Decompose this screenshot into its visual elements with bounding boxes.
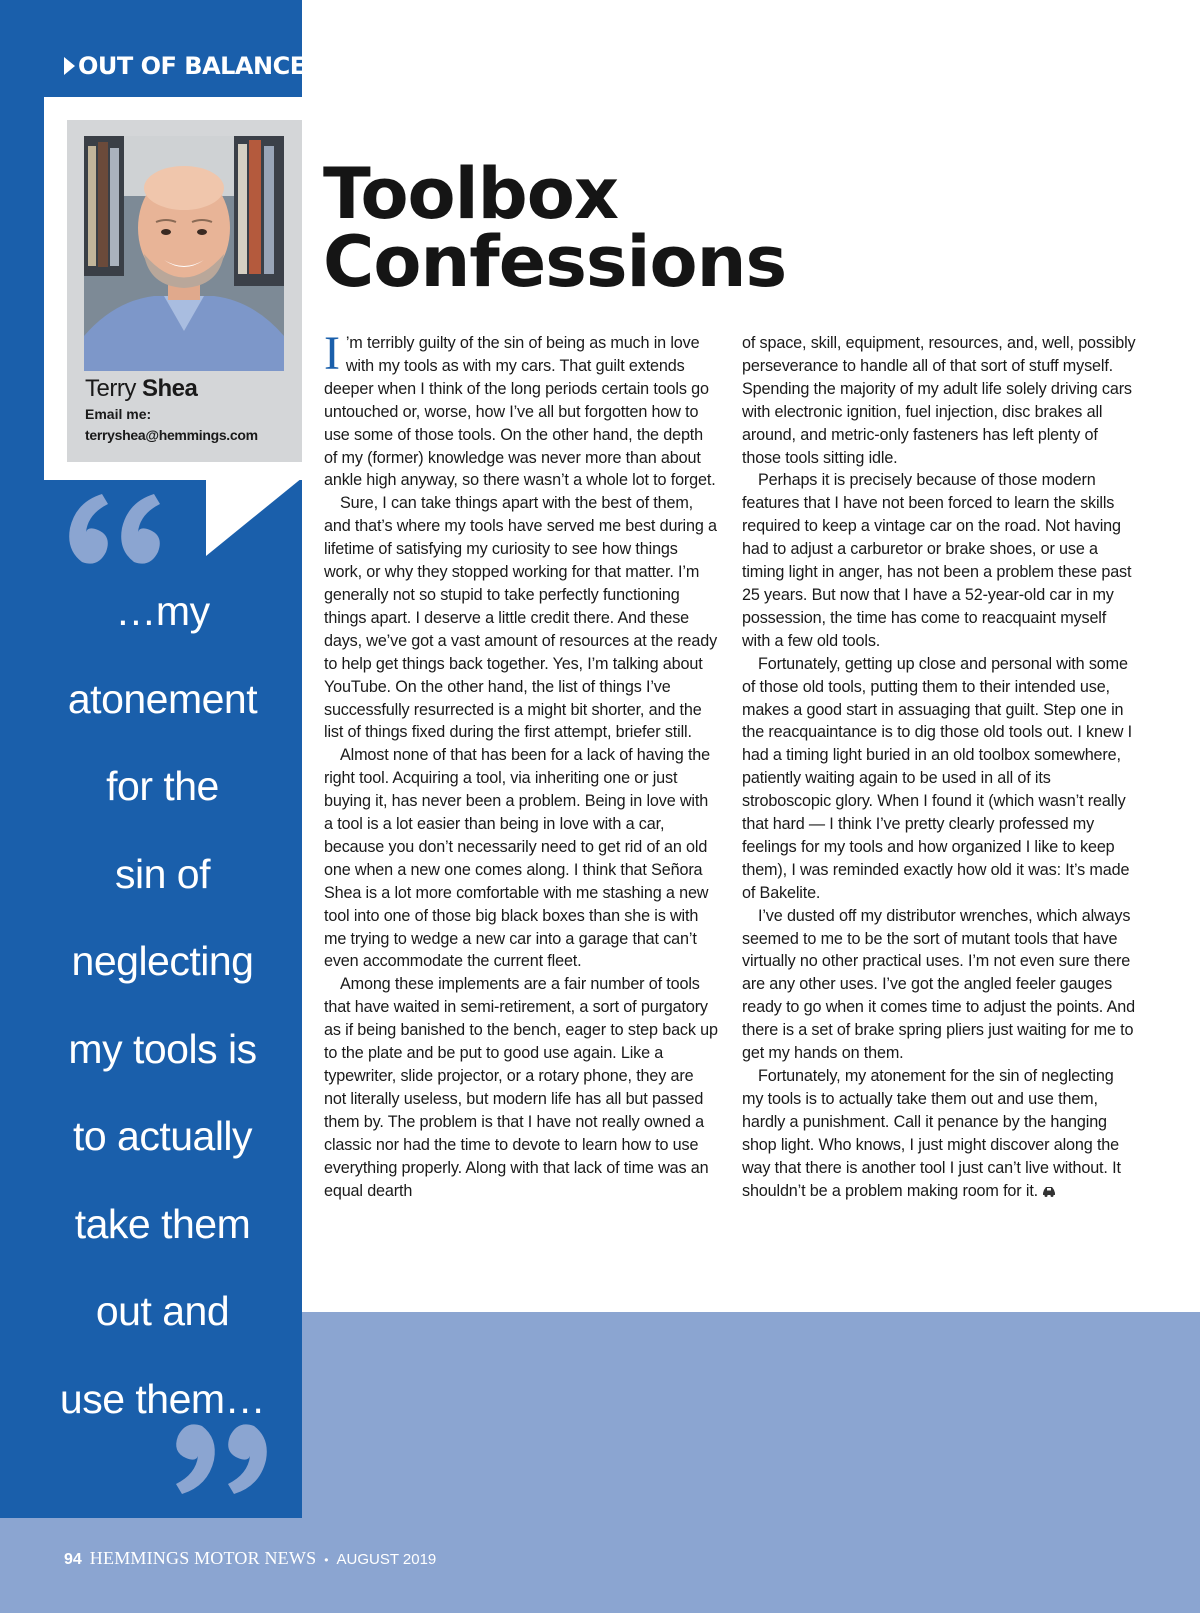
article-paragraph [324,327,719,492]
car-end-mark-icon [1042,1185,1056,1197]
publication-name: HEMMINGS MOTOR NEWS [89,1548,317,1568]
headline-line: Toolbox [323,153,618,235]
page-footer [64,1548,436,1569]
pull-quote [40,568,285,1443]
article-paragraph: Fortunately, getting up close and personal with some of those old tools, putting them to their intended use, makes a good start in assuaging that guilt. Step one in the reacquaintance is to dig those old tools out. I knew I had a timing light buried in an old toolbox somewhere, patiently waiting again to be used in all of its stroboscopic glory. When I found it (which wasn’t really that hard — I think I’ve pretty clearly professed my feelings for my tools and how organized I like to keep them), I was reminded exactly how old it was: It’s made of Bakelite. [742,654,1132,902]
headline [323,153,923,303]
article-paragraph: Almost none of that has been for a lack of having the right tool. Acquiring a tool, via inheriting one or just buying it, has never been a problem. Being in love with a tool is a lot easier than being in love with a car, because you don’t necessarily need to get rid of an old one when a new one comes along. I think that Señora Shea is a lot more comfortable with me stashing a new tool into one of those big black boxes than she is with me trying to wedge a new car into a garage that can’t even accommodate the current fleet. [324,746,710,971]
email-label: Email me: [85,406,152,422]
author-photo [84,136,284,371]
article-paragraph: of space, skill, equipment, resources, and, well, possibly perseverance to handle all of that sort of stuff myself. Spending the majority of my adult life solely driving cars with electronic ignition, fuel injection, disc brakes all around, and metric-only fasteners has left plenty of those tools sitting idle. [742,334,1136,467]
headline-line: Confessions [323,221,787,303]
article-paragraph-text: Fortunately, my atonement for the sin of neglecting my tools is to actually take them out and use them, hardly a punishment. Call it penance by the hanging shop light. Who knows, I just might discover along the way that there is another tool I just can’t live without. It shouldn’t be a problem making room for it. [742,1067,1121,1200]
article-column-right [742,332,1137,1202]
issue-date: AUGUST 2019 [336,1551,437,1568]
article-paragraph: Perhaps it is precisely because of those modern features that I have not been forced to learn the skills required to keep a vintage car on the road. Not having had to adjust a carburetor or brake shoes, or use a timing light in anger, has not been a problem these past 25 years. But now that I have a 52-year-old car in my possession, the time has come to reacquaint myself with a few old tools. [742,471,1132,650]
pull-quote-line: …my [115,588,210,634]
article-paragraph: Sure, I can take things apart with the best of them, and that’s where my tools have served me best during a lifetime of satisfying my curiosity to see how things work, or why they stopped working for that matter. I’m generally not so stupid to take perfectly functioning things apart. I deserve a little credit there. And these days, we’ve got a vast amount of resources at the ready to help get things back together. Yes, I’m talking about YouTube. On the other hand, the list of things I’ve successfully resurrected is a might bit shorter, and the list of things fixed during the first attempt, briefer still. [324,494,718,742]
pull-quote-line: atonement [67,675,258,722]
open-quote-icon [64,488,164,568]
pull-quote-line: neglecting [71,938,254,984]
pull-quote-line: out and [95,1288,230,1334]
section-tag-label: OUT OF BALANCE [78,52,306,80]
pull-quote-line: for the [106,763,219,809]
pull-quote-line: take them [74,1200,251,1247]
article-paragraph: I’ve dusted off my distributor wrenches, which always seemed to me to be the sort of mutant tools that have virtually no other practical uses. I’m not even sure there are any other uses. I’ve got the angled feeler gauges ready to go when it comes time to adjust the points. And there is a set of brake spring pliers just waiting for me to get my hands on them. [742,906,1135,1063]
email-link[interactable]: terryshea@hemmings.com [85,427,258,443]
author-first-name: Terry [85,375,136,402]
article-paragraph-text: ’m terribly guilty of the sin of being as much in love with my tools as with my cars. That guilt extends deeper when I think of the long periods certain tools go untouched or, worse, how I’ve all but forgotten how to use some of those tools. On the other hand, the depth of my (former) knowledge was never more than about ankle high anyway, so there wasn’t a whole lot to forget. [324,334,716,490]
article-paragraph-last [742,1065,1137,1202]
article-paragraph: Among these implements are a fair number of tools that have waited in semi-retirement, a sort of purgatory as if being banished to the bench, eager to step back up to the plate and be put to good use again. Like a typewriter, slide projector, or a rotary phone, they are not literally useless, but modern life has all but passed them by. The problem is that I have not really owned a classic nor had the time to devote to learn how to use everything properly. Along with that lack of time was an equal dearth [324,975,718,1200]
section-tag [64,49,306,83]
pull-quote-line: use them… [59,1375,266,1422]
page-number: 94 [64,1551,82,1568]
pull-quote-line: sin of [115,850,210,897]
close-quote-icon [172,1420,272,1500]
footer-separator: • [324,1553,329,1567]
author-name [85,375,197,403]
article-column-left [324,327,719,1202]
triangle-icon [64,57,75,75]
pull-quote-line: my tools is [68,1025,257,1072]
pull-quote-line: to actually [72,1113,253,1159]
drop-cap: I [324,327,340,380]
author-last-name: Shea [142,375,198,402]
